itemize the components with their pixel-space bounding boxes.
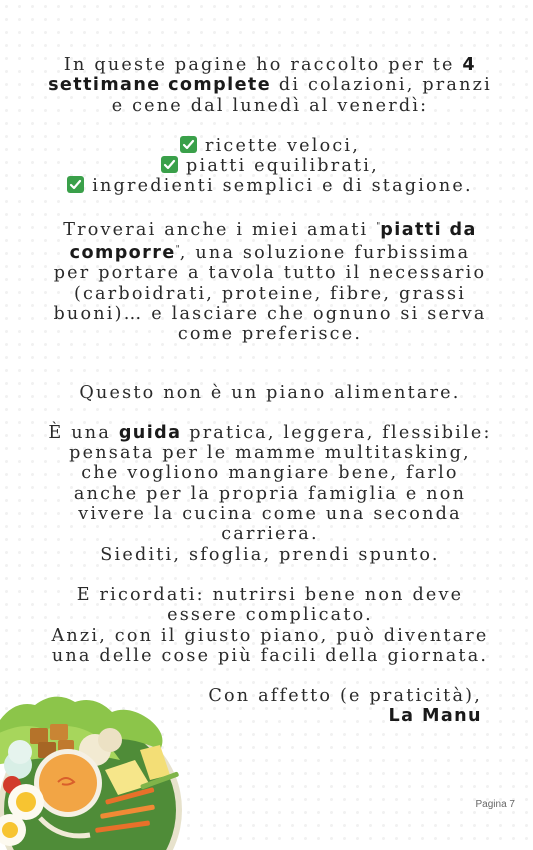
signoff-name: La Manu bbox=[388, 706, 482, 727]
guide-paragraph bbox=[48, 423, 492, 545]
checklist-item-label: ingredienti semplici e di stagione. bbox=[92, 176, 473, 197]
checklist bbox=[48, 136, 492, 197]
checklist-item-label: piatti equilibrati, bbox=[186, 156, 379, 177]
remember-line-2: Anzi, con il giusto piano, può diventare una delle cose più facili della giornata. bbox=[51, 625, 489, 666]
comporre-paragraph bbox=[48, 217, 492, 345]
signoff-greeting: Con affetto (e praticità), bbox=[208, 686, 482, 707]
comporre-text-end: , una soluzione furbissima per portare a tavola tutto il necessario (carboidrati, proteine, fibre, grassi buoni)… e lasciare che ognuno si serva come preferisce. bbox=[53, 243, 487, 345]
open-quote: " bbox=[376, 221, 381, 232]
check-mark-icon bbox=[161, 156, 178, 173]
guide-text: È una bbox=[48, 422, 112, 443]
page-number: Pagina 7 bbox=[475, 799, 515, 810]
intro-paragraph bbox=[48, 55, 492, 116]
check-mark-icon bbox=[180, 136, 197, 153]
not-plan-statement: Questo non è un piano alimentare. bbox=[79, 382, 461, 403]
letter-body bbox=[48, 55, 492, 727]
close-quote: " bbox=[175, 245, 180, 256]
checklist-item bbox=[48, 156, 492, 176]
check-mark-icon bbox=[67, 176, 84, 193]
intro-text-end: di colazioni, pranzi e cene dal lunedì al venerdì: bbox=[111, 75, 492, 116]
checklist-item bbox=[48, 176, 492, 196]
food-bowl-illustration bbox=[0, 690, 200, 850]
intro-text: In queste pagine ho raccolto per te bbox=[63, 55, 455, 75]
checklist-item-label: ricette veloci, bbox=[204, 135, 361, 156]
guide-text-end: pratica, leggera, flessibile: pensata per le mamme multitasking, che vogliono mangiare bene, farlo anche per la propria famiglia e non vivere la cucina come una seconda carriera. bbox=[69, 422, 492, 545]
remember-line-1: E ricordati: nutrirsi bene non deve essere complicato. bbox=[76, 584, 464, 626]
intro-highlight: 4 settimane complete bbox=[48, 55, 477, 96]
guide-closing-line: Siediti, sfoglia, prendi spunto. bbox=[100, 544, 440, 565]
comporre-text: Troverai anche i miei amati bbox=[63, 219, 369, 240]
guide-highlight: guida bbox=[118, 422, 182, 443]
comporre-highlight: piatti da comporre bbox=[69, 219, 477, 264]
checklist-item bbox=[48, 136, 492, 156]
